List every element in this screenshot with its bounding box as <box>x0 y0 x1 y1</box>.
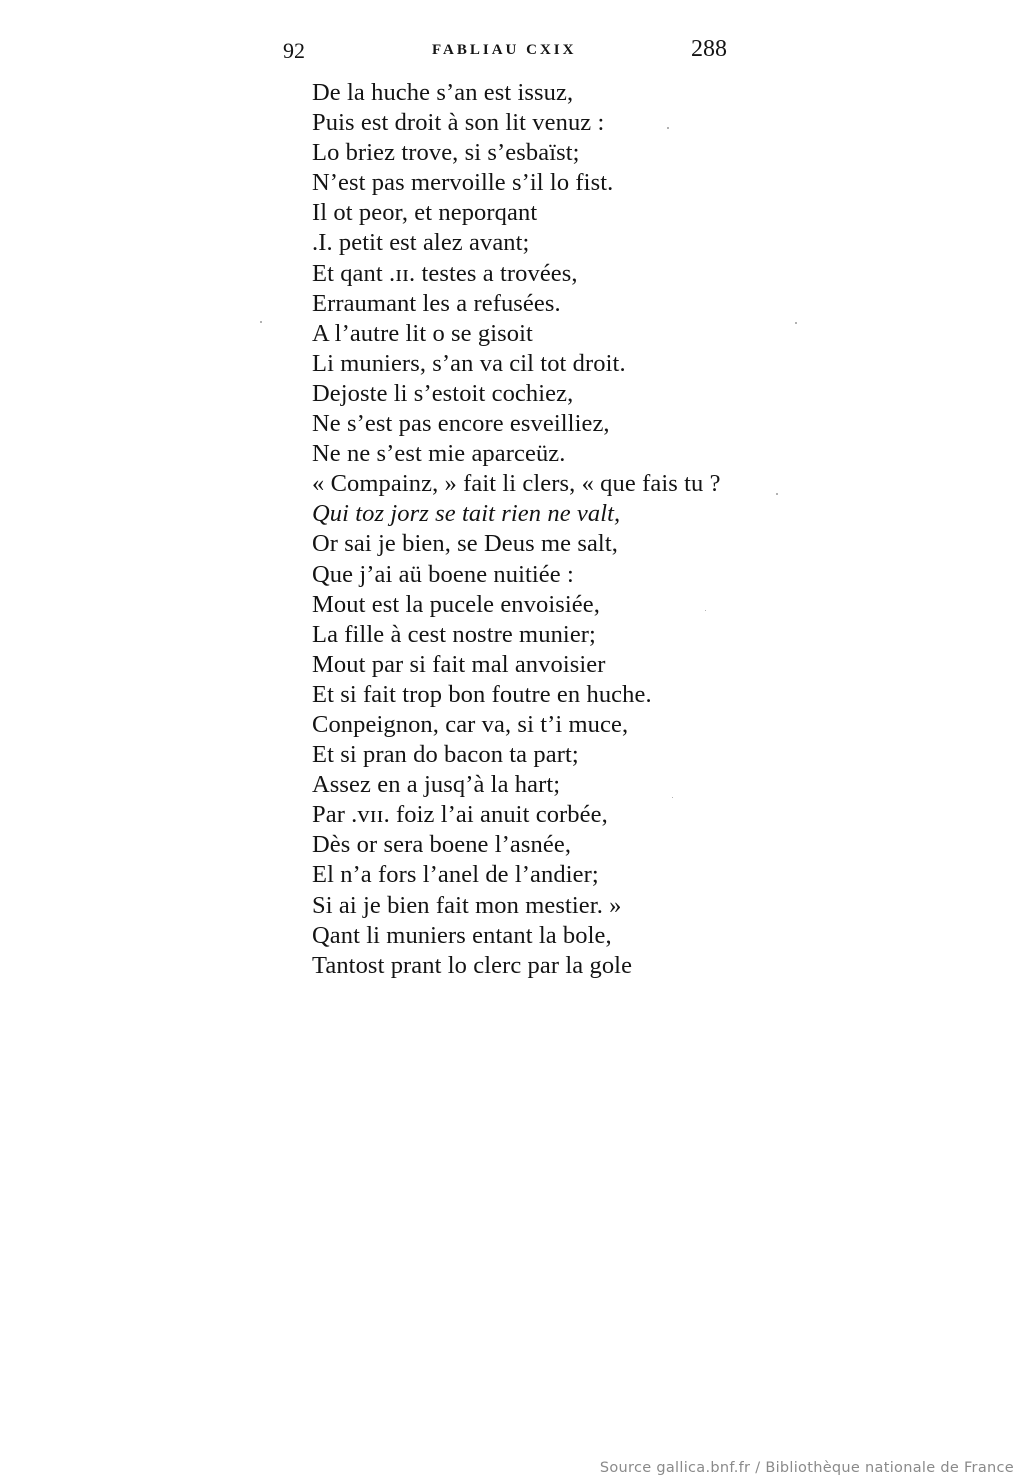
verse-line: Ne ne s’est mie aparceüz. <box>312 440 566 468</box>
verse-line: .I. petit est alez avant; <box>312 229 530 257</box>
source-attribution: Source gallica.bnf.fr / Bibliothèque nationale de France <box>599 1460 1014 1476</box>
scan-speck <box>672 797 673 798</box>
verse-line: Il ot peor, et neporqant <box>312 199 538 227</box>
verse-line: Ne s’est pas encore esveilliez, <box>312 410 610 438</box>
scan-speck <box>795 322 797 324</box>
verse-line: Par .ᴠɪɪ. foiz l’ai anuit corbée, <box>312 801 608 829</box>
scan-speck <box>705 610 706 611</box>
verse-line: « Compainz, » fait li clers, « que fais tu ? <box>312 470 721 498</box>
scan-speck <box>667 127 669 129</box>
scan-speck <box>260 321 262 323</box>
running-title: FABLIAU CXIX <box>432 42 577 58</box>
verse-line: Dejoste li s’estoit cochiez, <box>312 379 574 407</box>
verse-line: El n’a fors l’anel de l’andier; <box>312 861 599 889</box>
verse-line: Li muniers, s’an va cil tot droit. <box>312 349 626 377</box>
verse-line: Si ai je bien fait mon mestier. » <box>312 891 622 919</box>
page-number: 92 <box>283 38 305 63</box>
verse-line: N’est pas mervoille s’il lo fist. <box>312 169 614 197</box>
verse-block <box>312 78 721 981</box>
verse-line: Et si fait trop bon foutre en huche. <box>312 680 652 708</box>
fabliau-number: 288 <box>691 36 727 62</box>
verse-line: Conpeignon, car va, si t’i muce, <box>312 710 629 738</box>
verse-line: A l’autre lit o se gisoit <box>312 319 533 347</box>
scan-speck <box>776 493 778 495</box>
verse-line: De la huche s’an est issuz, <box>312 79 574 106</box>
verse-line: Mout par si fait mal anvoisier <box>312 650 606 678</box>
verse-line: Erraumant les a refusées. <box>312 289 561 317</box>
verse-line: Puis est droit à son lit venuz : <box>312 109 605 137</box>
verse-line: La fille à cest nostre munier; <box>312 620 596 648</box>
verse-line: Dès or sera boene l’asnée, <box>312 831 572 859</box>
verse-line: Or sai je bien, se Deus me salt, <box>312 530 618 558</box>
verse-line: Que j’ai aü boene nuitiée : <box>312 560 574 588</box>
page-header <box>0 36 1024 66</box>
verse-line: Lo briez trove, si s’esbaïst; <box>312 139 580 167</box>
verse-line: Mout est la pucele envoisiée, <box>312 590 600 618</box>
verse-line: Tantost prant lo clerc par la gole <box>312 951 633 979</box>
verse-line-italic: Qui toz jorz se tait rien ne valt, <box>312 500 621 528</box>
verse-line: Assez en a jusq’à la hart; <box>312 771 561 799</box>
verse-line: Et qant .ɪɪ. testes a trovées, <box>312 259 578 287</box>
verse-line: Et si pran do bacon ta part; <box>312 741 579 769</box>
verse-line: Qant li muniers entant la bole, <box>312 921 612 949</box>
